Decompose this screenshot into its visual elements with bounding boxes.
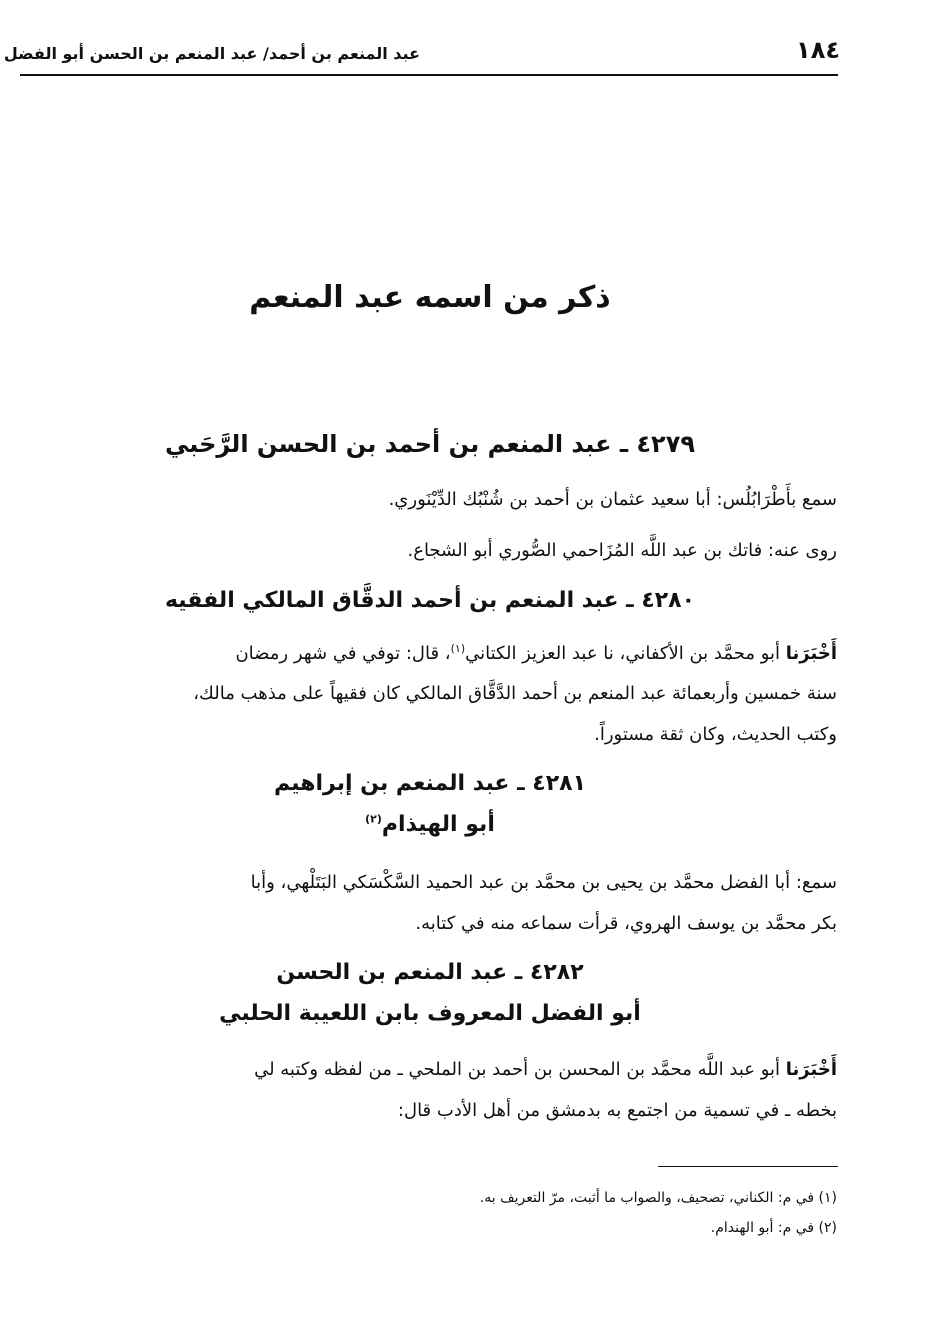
entry-4282-lead: أَخْبَرَنا <box>785 1059 837 1080</box>
running-title: عبد المنعم بن أحمد/ عبد المنعم بن الحسن أبو الفضل <box>3 44 420 63</box>
entry-4281-line-1: سمع: أبا الفضل محمَّد بن يحيى بن محمَّد بن عبد الحميد السَّكْسَكي البَتَلْهي، وأبا <box>250 872 837 893</box>
footnote-1-text: في م: الكناني، تصحيف، والصواب ما أثبت، مرّ التعريف به. <box>479 1190 815 1206</box>
header-rule <box>20 74 838 76</box>
entry-4281-heading: ٤٢٨١ ـ عبد المنعم بن إبراهيم <box>273 771 587 796</box>
entry-4280-line-1a: أبو محمَّد بن الأكفاني، نا عبد العزيز الكتاني <box>465 643 786 664</box>
entry-4282-line-1-text: أبو عبد اللَّه محمَّد بن المحسن بن أحمد بن الملحي ـ من لفظه وكتبه لي <box>254 1059 786 1080</box>
entry-4280-line-1 <box>235 642 837 664</box>
footnote-rule <box>658 1166 838 1167</box>
footnote-ref-2: (٢) <box>365 812 382 826</box>
page-number: ١٨٤ <box>796 36 840 64</box>
entry-4282-subheading: أبو الفضل المعروف بابن اللعيبة الحلبي <box>219 1001 641 1026</box>
footnote-ref-1: (١) <box>450 642 466 655</box>
footnote-1 <box>480 1190 837 1206</box>
entry-4280-line-2: سنة خمسين وأربعمائة عبد المنعم بن أحمد الدَّقَّاق المالكي كان فقيهاً على مذهب مالك، <box>193 683 837 704</box>
entry-4282-line-1 <box>254 1059 837 1080</box>
entry-4280-line-1b: ، قال: توفي في شهر رمضان <box>235 643 451 664</box>
entry-4282-line-2: بخطه ـ في تسمية من اجتمع به بدمشق من أهل الأدب قال: <box>397 1100 837 1121</box>
section-title: ذكر من اسمه عبد المنعم <box>249 280 611 315</box>
entry-4280-heading: ٤٢٨٠ ـ عبد المنعم بن أحمد الدقَّاق المالكي الفقيه <box>164 588 696 613</box>
footnote-2 <box>711 1220 837 1236</box>
entry-4281-line-2: بكر محمَّد بن يوسف الهروي، قرأت سماعه منه في كتابه. <box>415 913 837 934</box>
entry-4279-line-1: سمع بأَطْرَابُلُس: أبا سعيد عثمان بن أحمد بن شُنْبُك الدِّيْنَوري. <box>388 489 837 510</box>
entry-4279-heading: ٤٢٧٩ ـ عبد المنعم بن أحمد بن الحسن الرَّحَبي <box>165 430 695 458</box>
entry-4282-heading: ٤٢٨٢ ـ عبد المنعم بن الحسن <box>276 960 584 985</box>
footnote-2-marker: (٢) <box>818 1220 837 1236</box>
entry-4281-subheading <box>100 812 760 837</box>
entry-4280-line-3: وكتب الحديث، وكان ثقة مستوراً. <box>594 724 837 745</box>
footnote-2-text: في م: أبو الهندام. <box>710 1220 815 1236</box>
entry-4280-lead: أَخْبَرَنا <box>785 643 837 664</box>
entry-4281-subheading-text: أبو الهيذام <box>381 812 495 837</box>
footnote-1-marker: (١) <box>818 1190 837 1206</box>
entry-4279-line-2: روى عنه: فاتك بن عبد اللَّه المُزَاحمي الصُّوري أبو الشجاع. <box>407 540 837 561</box>
